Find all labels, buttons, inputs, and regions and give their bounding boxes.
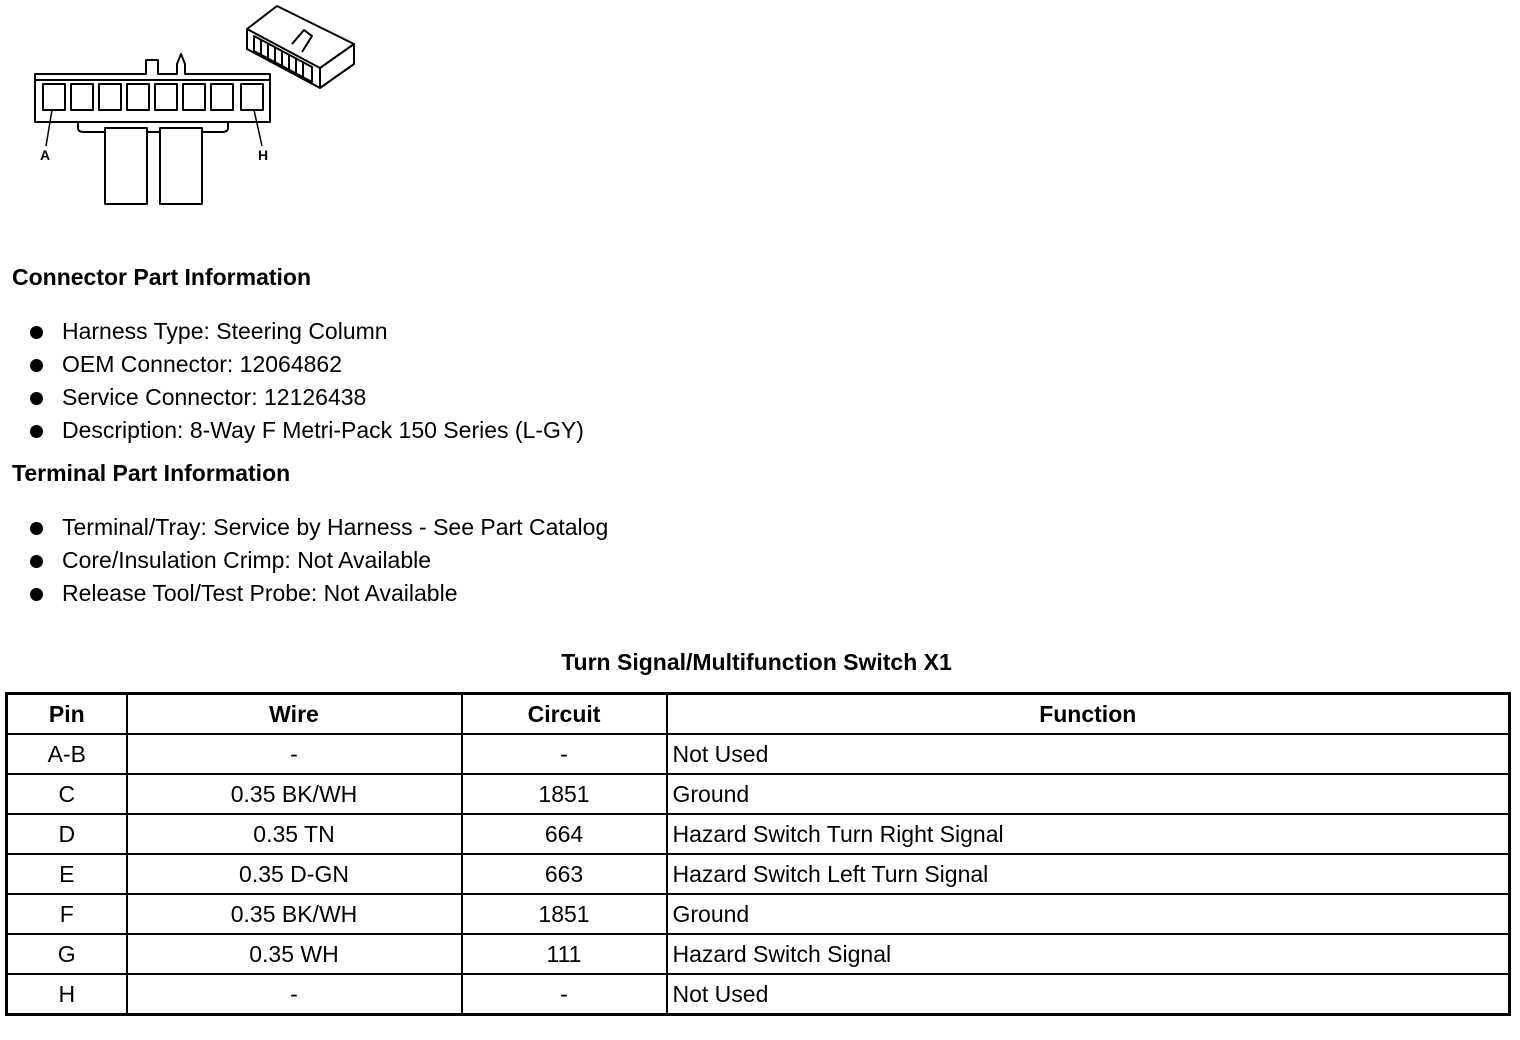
- wire-cell: 0.35 D-GN: [127, 854, 462, 894]
- connector-info-list: [28, 316, 584, 448]
- circuit-cell: 111: [462, 934, 667, 974]
- description-text: Description: 8-Way F Metri-Pack 150 Series (L-GY): [62, 417, 584, 443]
- crimp-text: Core/Insulation Crimp: Not Available: [62, 547, 432, 573]
- table-row: [7, 894, 1510, 934]
- cavity-b: [71, 84, 93, 110]
- table-row: [7, 814, 1510, 854]
- circuit-cell: -: [462, 734, 667, 774]
- cavity-c: [99, 84, 121, 110]
- wire-cell: 0.35 WH: [127, 934, 462, 974]
- pin-label-a: A: [40, 147, 51, 163]
- table-row: [7, 974, 1510, 1015]
- terminal-tray-text: Terminal/Tray: Service by Harness - See Part Catalog: [62, 514, 609, 540]
- list-item: [28, 415, 584, 448]
- pin-cell: G: [7, 934, 127, 974]
- cavity-a: [43, 84, 65, 110]
- table-row: [7, 734, 1510, 774]
- pin-cell: E: [7, 854, 127, 894]
- table-row: [7, 854, 1510, 894]
- function-cell: Not Used: [667, 974, 1510, 1015]
- wire-cell: 0.35 BK/WH: [127, 894, 462, 934]
- pin-label-h: H: [258, 147, 269, 163]
- header-pin: Pin: [7, 694, 127, 735]
- circuit-cell: 1851: [462, 774, 667, 814]
- bullet-icon: [30, 588, 43, 601]
- wire-cell: 0.35 TN: [127, 814, 462, 854]
- circuit-cell: -: [462, 974, 667, 1015]
- function-cell: Hazard Switch Left Turn Signal: [667, 854, 1510, 894]
- list-item: [28, 512, 608, 545]
- list-item: [28, 578, 608, 611]
- connector-info-heading: Connector Part Information: [12, 264, 312, 290]
- table-row: [7, 934, 1510, 974]
- header-circuit: Circuit: [462, 694, 667, 735]
- circuit-cell: 1851: [462, 894, 667, 934]
- list-item: [28, 316, 584, 349]
- list-item: [28, 382, 584, 415]
- table-header-row: [7, 694, 1510, 735]
- service-connector-text: Service Connector: 12126438: [62, 384, 367, 410]
- pin-cell: F: [7, 894, 127, 934]
- terminal-info-heading: Terminal Part Information: [12, 460, 291, 486]
- connector-front-view: [35, 54, 270, 204]
- pin-cell: D: [7, 814, 127, 854]
- function-cell: Ground: [667, 774, 1510, 814]
- pin-cell: H: [7, 974, 127, 1015]
- release-tool-text: Release Tool/Test Probe: Not Available: [62, 580, 458, 606]
- bullet-icon: [30, 522, 43, 535]
- function-cell: Hazard Switch Turn Right Signal: [667, 814, 1510, 854]
- harness-type-text: Harness Type: Steering Column: [62, 318, 388, 344]
- header-function: Function: [667, 694, 1510, 735]
- terminal-info-list: [28, 512, 608, 611]
- function-cell: Not Used: [667, 734, 1510, 774]
- oem-connector-text: OEM Connector: 12064862: [62, 351, 343, 377]
- wire-cell: -: [127, 974, 462, 1015]
- bullet-icon: [30, 392, 43, 405]
- circuit-cell: 663: [462, 854, 667, 894]
- connector-diagram: [0, 0, 380, 215]
- cavity-e: [155, 84, 177, 110]
- bullet-icon: [30, 326, 43, 339]
- pinout-table: [5, 692, 1511, 1016]
- cavity-f: [183, 84, 205, 110]
- function-cell: Ground: [667, 894, 1510, 934]
- table-row: [7, 774, 1510, 814]
- cavity-g: [211, 84, 233, 110]
- pin-cell: C: [7, 774, 127, 814]
- bullet-icon: [30, 555, 43, 568]
- cavity-h: [241, 84, 263, 110]
- function-cell: Hazard Switch Signal: [667, 934, 1510, 974]
- bullet-icon: [30, 359, 43, 372]
- circuit-cell: 664: [462, 814, 667, 854]
- list-item: [28, 349, 584, 382]
- pin-cell: A-B: [7, 734, 127, 774]
- bullet-icon: [30, 425, 43, 438]
- table-title: Turn Signal/Multifunction Switch X1: [561, 649, 952, 675]
- list-item: [28, 545, 608, 578]
- wire-cell: -: [127, 734, 462, 774]
- wire-cell: 0.35 BK/WH: [127, 774, 462, 814]
- header-wire: Wire: [127, 694, 462, 735]
- cavity-d: [127, 84, 149, 110]
